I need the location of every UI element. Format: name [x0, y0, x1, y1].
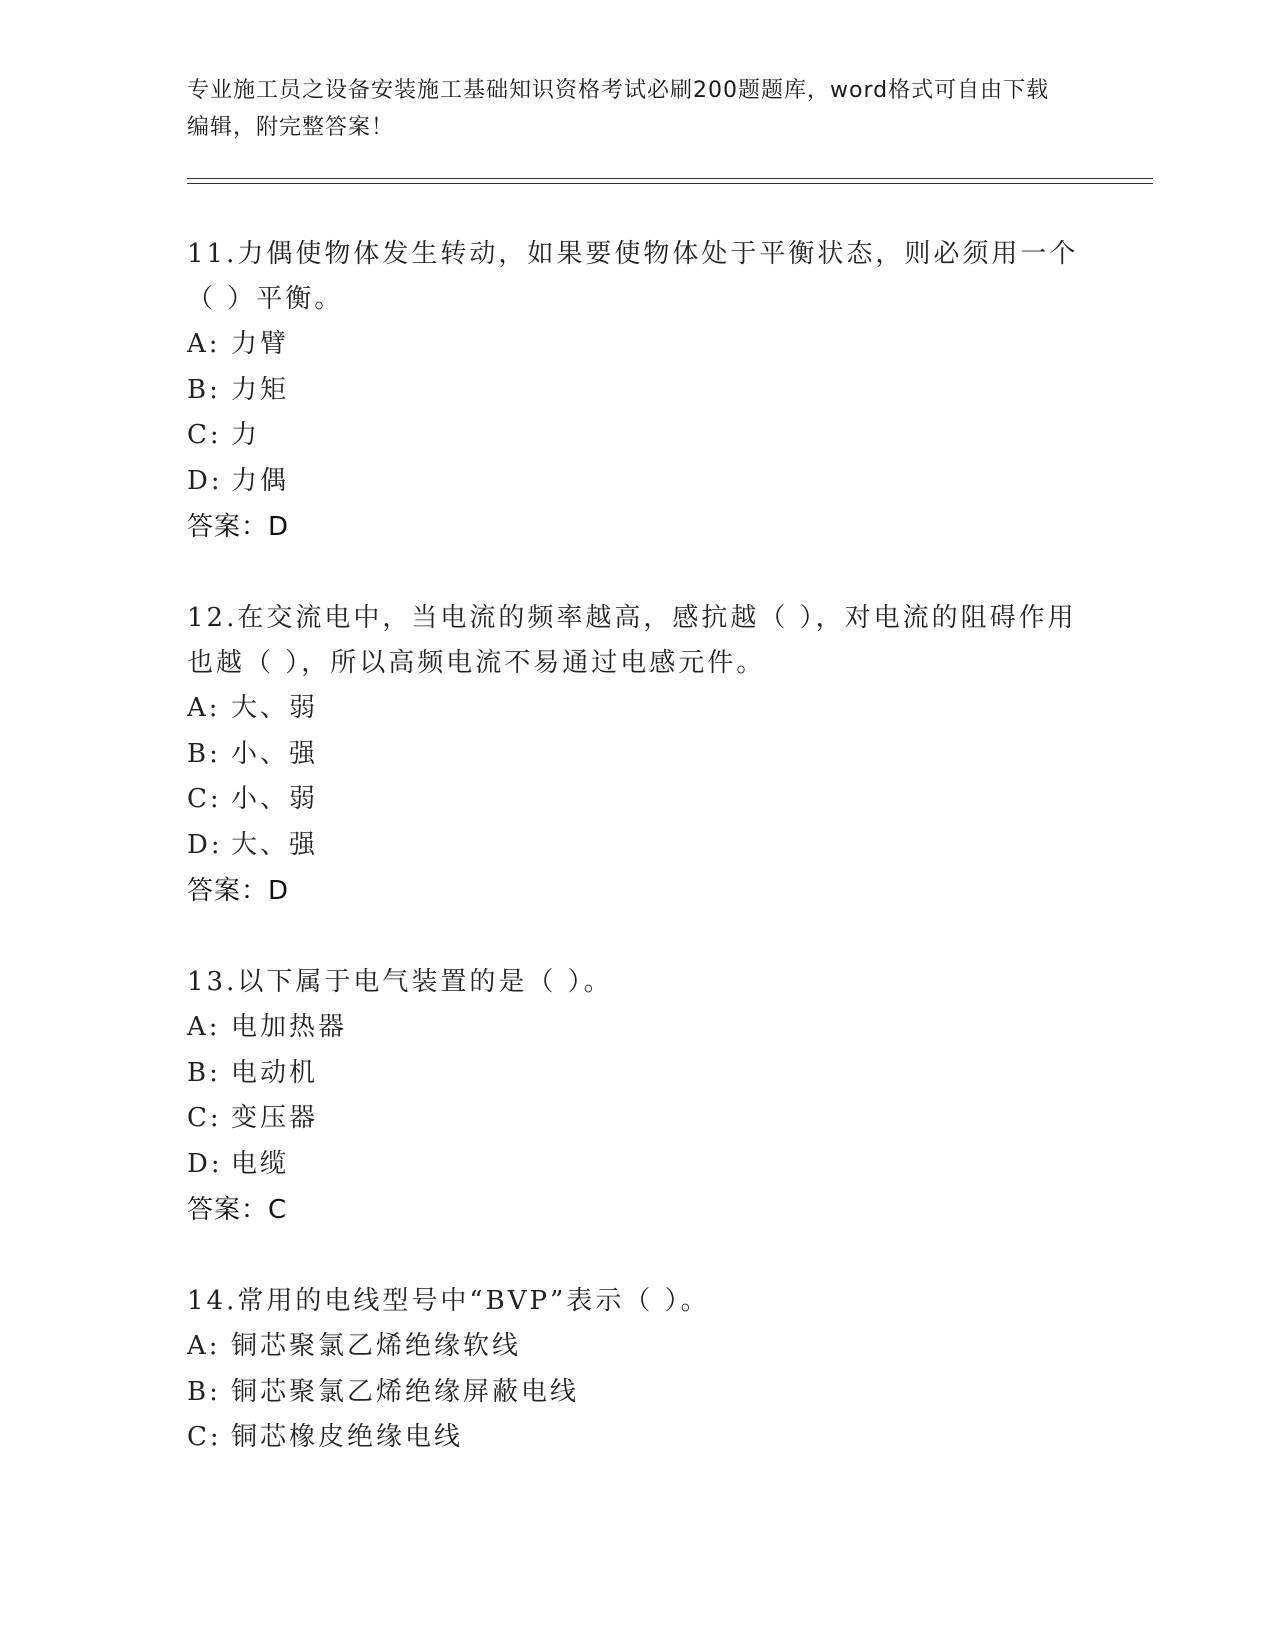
option-b: [187, 368, 1087, 414]
option-b: [187, 1051, 1087, 1097]
option-key: B:: [187, 1376, 221, 1407]
question-block: [187, 232, 1087, 550]
option-text: 小、弱: [231, 784, 319, 814]
option-key: A:: [187, 693, 221, 723]
question-stem: 14.常用的电线型号中“BVP”表示（ ）。: [187, 1286, 710, 1316]
document-header-title: 专业施工员之设备安装施工基础知识资格考试必刷200题题库，word格式可自由下载编辑，附完整答案！: [187, 78, 1050, 140]
option-key: C:: [187, 1103, 222, 1133]
option-text: 大、强: [231, 829, 319, 860]
header-divider-line: [187, 178, 1153, 179]
option-b: [187, 1370, 1087, 1416]
option-key: C:: [187, 1422, 222, 1452]
option-key: B:: [187, 738, 221, 769]
option-text: 力偶: [231, 465, 290, 496]
option-text: 大、弱: [231, 693, 319, 723]
option-text: 变压器: [231, 1103, 319, 1133]
option-text: 铜芯聚氯乙烯绝缘屏蔽电线: [231, 1376, 580, 1407]
option-text: 电缆: [231, 1148, 290, 1179]
question-block: [187, 1279, 1087, 1461]
question-block: [187, 960, 1087, 1233]
option-key: D:: [187, 1148, 223, 1179]
option-key: A:: [187, 329, 221, 359]
option-a: [187, 686, 1087, 732]
option-c: [187, 1415, 1087, 1461]
option-text: 小、强: [231, 738, 319, 769]
option-key: D:: [187, 829, 223, 860]
option-c: [187, 1096, 1087, 1142]
answer-line: 答案：D: [187, 512, 290, 542]
question-stem: 13.以下属于电气装置的是（ ）。: [187, 967, 613, 997]
option-a: [187, 1005, 1087, 1051]
option-key: D:: [187, 465, 223, 496]
option-a: [187, 1324, 1087, 1370]
header-divider-line: [187, 183, 1153, 184]
option-d: [187, 459, 1087, 505]
option-c: [187, 777, 1087, 823]
option-text: 力臂: [231, 329, 290, 359]
option-key: B:: [187, 1057, 221, 1088]
option-text: 电加热器: [231, 1012, 348, 1042]
answer-line: 答案：D: [187, 876, 290, 906]
option-text: 铜芯聚氯乙烯绝缘软线: [231, 1331, 522, 1361]
option-text: 铜芯橡皮绝缘电线: [231, 1422, 464, 1452]
option-key: A:: [187, 1012, 221, 1042]
option-d: [187, 823, 1087, 869]
question-block: [187, 596, 1087, 914]
option-b: [187, 732, 1087, 778]
option-a: [187, 322, 1087, 368]
answer-line: 答案：C: [187, 1195, 288, 1225]
option-key: C:: [187, 784, 222, 814]
option-text: 力: [231, 420, 261, 450]
option-key: C:: [187, 420, 222, 450]
option-key: B:: [187, 374, 221, 405]
option-d: [187, 1142, 1087, 1188]
option-text: 力矩: [231, 374, 290, 405]
option-c: [187, 413, 1087, 459]
question-stem: 12.在交流电中，当电流的频率越高，感抗越（ ），对电流的阻碍作用也越（ ），所以高频电流不易通过电感元件。: [187, 603, 1077, 678]
option-key: A:: [187, 1331, 221, 1361]
option-text: 电动机: [231, 1057, 319, 1088]
question-stem: 11.力偶使物体发生转动，如果要使物体处于平衡状态，则必须用一个（ ）平衡。: [187, 239, 1079, 314]
